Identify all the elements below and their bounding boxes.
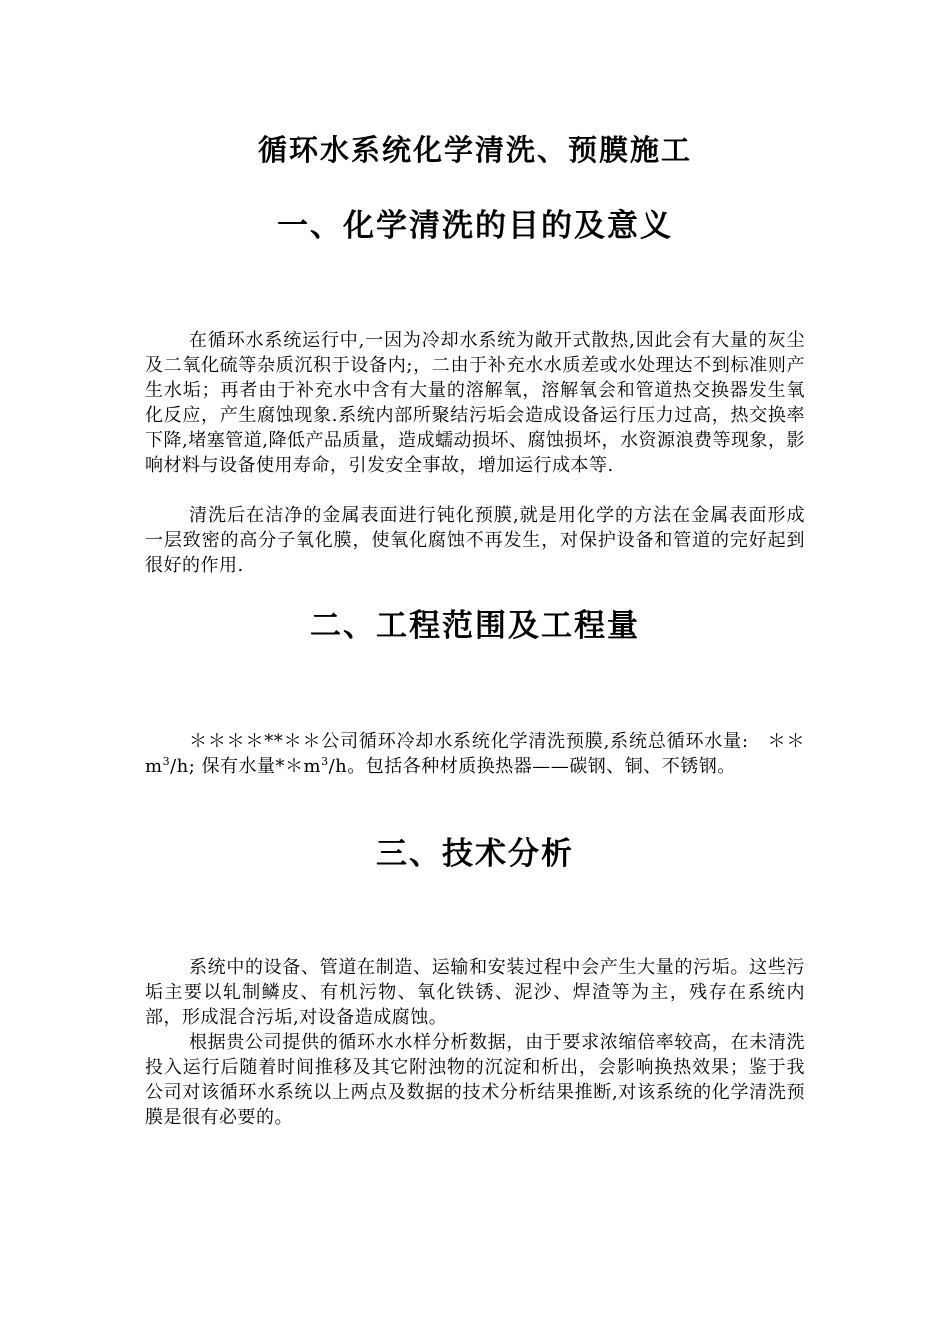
scope-text-a: ＊＊＊＊**＊＊公司循环冷却水系统化学清洗预膜,系统总循环水量: ＊＊m [145, 731, 805, 777]
section-heading-purpose: 一、化学清洗的目的及意义 [277, 208, 673, 244]
section-heading-analysis: 三、技术分析 [376, 836, 574, 872]
paragraph-purpose-1: 在循环水系统运行中,一因为冷却水系统为敞开式散热,因此会有大量的灰尘及二氧化硫等杂质沉积于设备内;，二由于补充水水质差或水处理达不到标准则产生水垢；再者由于补充水中含有大量的溶解氧，溶解氧会和管道热交换器发生氧化反应，产生腐蚀现象.系统内部所聚结污垢会造成设备运行压力过高，热交换率下降,堵塞管道,降低产品质量，造成蠕动损坏、腐蚀损坏，水资源浪费等现象，影响材料与设备使用寿命，引发安全事故，增加运行成本等. [145, 330, 805, 476]
paragraph-purpose-2: 清洗后在洁净的金属表面进行钝化预膜,就是用化学的方法在金属表面形成一层致密的高分子氧化膜，使氧化腐蚀不再发生，对保护设备和管道的完好起到很好的作用. [145, 505, 805, 576]
superscript-cubic-1: 3 [162, 755, 171, 768]
paragraph-analysis-2: 根据贵公司提供的循环水水样分析数据，由于要求浓缩倍率较高，在未清洗投入运行后随着时间推移及其它附浊物的沉淀和析出，会影响换热效果；鉴于我公司对该循环水系统以上两点及数据的技术分析结果推断,对该系统的化学清洗预膜是很有必要的。 [145, 1032, 805, 1128]
section-heading-scope: 二、工程范围及工程量 [310, 608, 640, 644]
superscript-cubic-2: 3 [321, 755, 329, 768]
paragraph-scope [145, 729, 805, 779]
scope-text-b: /h; 保有水量*＊m [170, 756, 322, 777]
scope-text-c: /h。包括各种材质换热器——碳钢、铜、不锈钢。 [328, 756, 736, 777]
paragraph-analysis-1: 系统中的设备、管道在制造、运输和安装过程中会产生大量的污垢。这些污垢主要以轧制鳞皮、有机污物、氧化铁锈、泥沙、焊渣等为主，残存在系统内部，形成混合污垢,对设备造成腐蚀。 [145, 957, 805, 1028]
document-title: 循环水系统化学清洗、预膜施工 [257, 133, 692, 167]
